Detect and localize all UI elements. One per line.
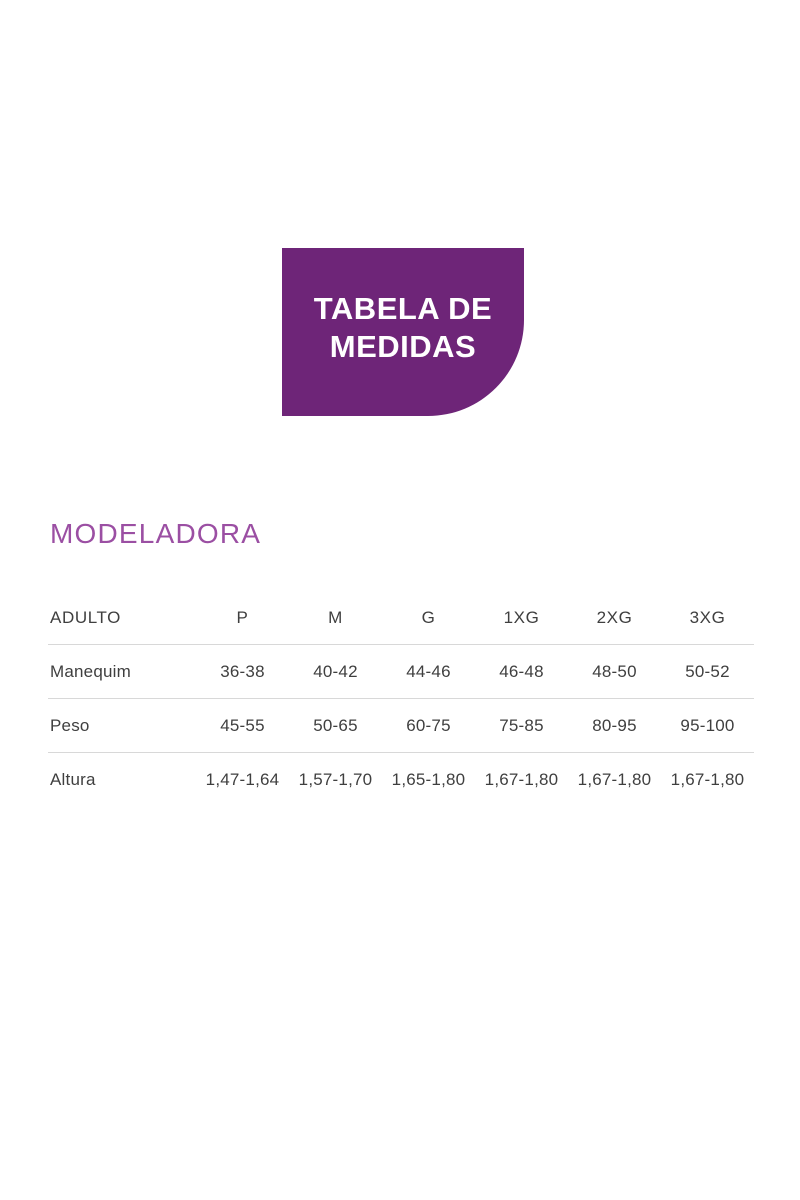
cell-altura-m: 1,57-1,70 — [298, 769, 373, 789]
cell-peso-p: 45-55 — [220, 715, 265, 735]
section-title: MODELADORA — [50, 518, 262, 549]
header-badge — [282, 248, 524, 416]
column-header-p: P — [236, 608, 249, 627]
cell-peso-m: 50-65 — [313, 715, 358, 735]
column-header-1xg: 1XG — [503, 608, 540, 627]
header-badge-shape — [282, 248, 524, 416]
header-badge-title — [314, 290, 492, 366]
size-table — [48, 592, 754, 806]
row-label-altura: Altura — [50, 769, 96, 789]
header-badge-title-line1: TABELA DE — [313, 291, 493, 327]
cell-peso-2xg: 80-95 — [592, 715, 637, 735]
cell-peso-3xg: 95-100 — [680, 715, 735, 735]
cell-altura-3xg: 1,67-1,80 — [670, 769, 745, 789]
cell-altura-g: 1,65-1,80 — [391, 769, 466, 789]
row-label-manequim: Manequim — [50, 661, 131, 681]
size-table-body — [48, 645, 754, 807]
column-header-m: M — [328, 608, 343, 627]
size-table-container — [48, 592, 754, 806]
cell-manequim-2xg: 48-50 — [592, 661, 637, 681]
column-header-2xg: 2XG — [596, 608, 633, 627]
column-header-g: G — [421, 608, 436, 627]
table-header-row — [48, 592, 754, 645]
size-table-head — [48, 592, 754, 645]
row-label-peso: Peso — [50, 715, 90, 735]
cell-peso-g: 60-75 — [406, 715, 451, 735]
cell-manequim-m: 40-42 — [313, 661, 358, 681]
cell-altura-p: 1,47-1,64 — [205, 769, 280, 789]
header-badge-title-line2: MEDIDAS — [329, 329, 477, 364]
cell-peso-1xg: 75-85 — [499, 715, 544, 735]
cell-manequim-1xg: 46-48 — [499, 661, 544, 681]
table-row — [48, 699, 754, 753]
column-header-adulto: ADULTO — [50, 608, 121, 627]
cell-altura-1xg: 1,67-1,80 — [484, 769, 559, 789]
cell-manequim-g: 44-46 — [406, 661, 451, 681]
cell-altura-2xg: 1,67-1,80 — [577, 769, 652, 789]
column-header-3xg: 3XG — [689, 608, 726, 627]
cell-manequim-3xg: 50-52 — [685, 661, 730, 681]
table-row — [48, 645, 754, 699]
cell-manequim-p: 36-38 — [220, 661, 265, 681]
table-row — [48, 753, 754, 807]
